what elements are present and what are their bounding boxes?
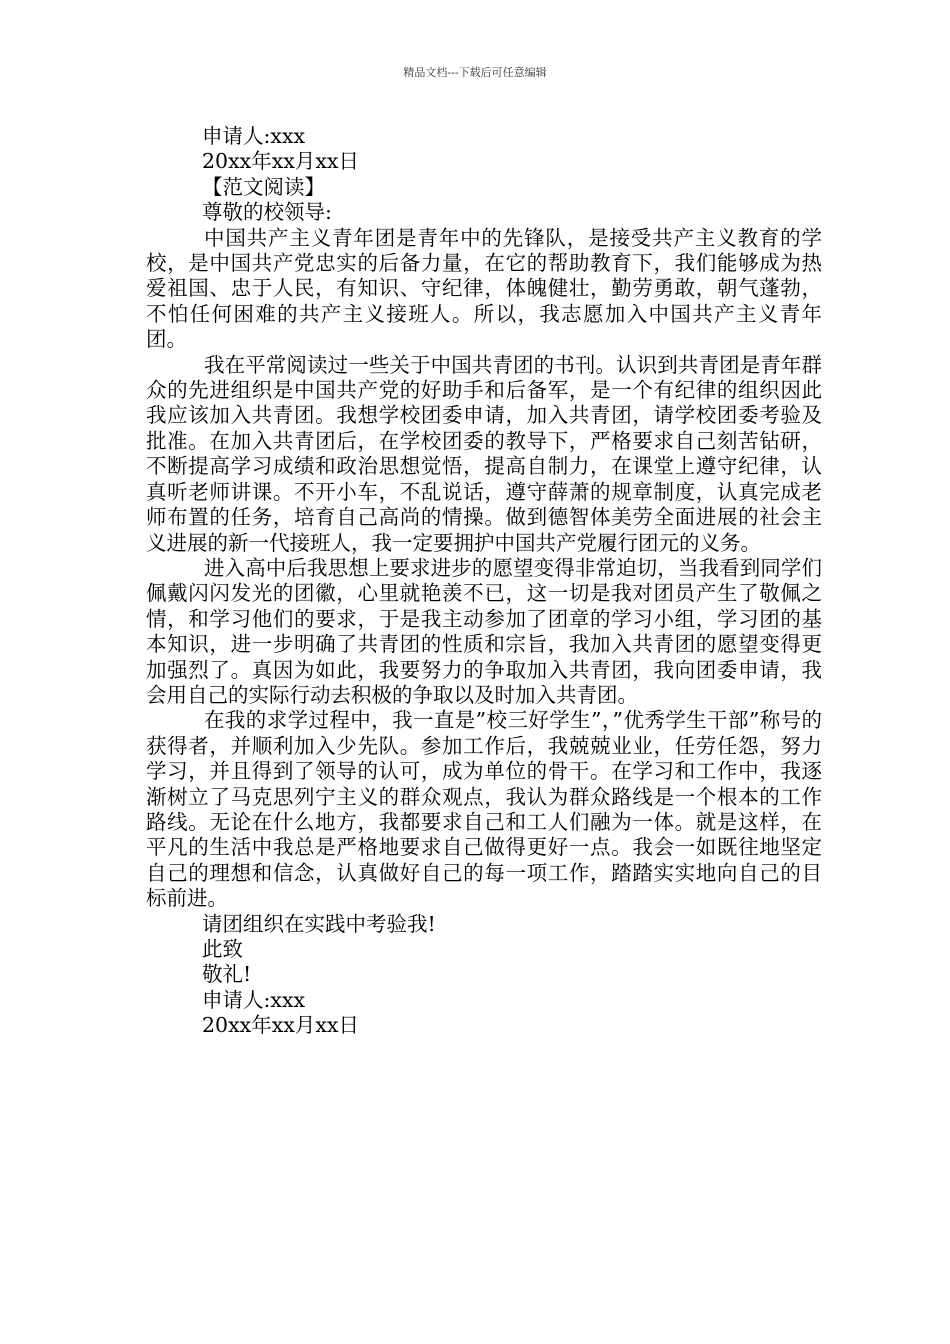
top-date-line: 20xx年xx月xx日	[202, 149, 359, 174]
paragraph-2: 我在平常阅读过一些关于中国共青团的书刊。认识到共青团是青年群众的先进组织是中国共产党的好助手和后备军，是一个有纪律的组织因此我应该加入共青团。我想学校团委申请，加入共青团，请学校团委考验及批准。在加入共青团后，在学校团委的教导下，严格要求自己刻苦钻研，不断提高学习成绩和政治思想觉悟，提高自制力，在课堂上遵守纪律，认真听老师讲课。不开小车，不乱说话，遵守薛萧的规章制度，认真完成老师布置的任务，培育自己高尚的情操。做到德智体美劳全面进展的社会主义进展的新一代接班人，我一定要拥护中国共产党履行团元的义务。	[146, 352, 822, 555]
salutation: 尊敬的校领导:	[202, 200, 332, 225]
paragraph-1: 中国共产主义青年团是青年中的先锋队，是接受共产主义教育的学校，是中国共产党忠实的后备力量，在它的帮助教育下，我们能够成为热爱祖国、忠于人民，有知识、守纪律，体魄健壮，勤劳勇敢，朝气蓬勃，不怕任何困难的共产主义接班人。所以，我志愿加入中国共产主义青年团。	[146, 225, 822, 352]
closing-line-1: 此致	[202, 937, 243, 961]
document-body	[146, 124, 822, 1039]
paragraph-3: 进入高中后我思想上要求进步的愿望变得非常迫切，当我看到同学们佩戴闪闪发光的团徽，心里就艳羡不已，这一切是我对团员产生了敬佩之情，和学习他们的要求，于是我主动参加了团章的学习小组，学习团的基本知识，进一步明确了共青团的性质和宗旨，我加入共青团的愿望变得更加强烈了。真因为如此，我要努力的争取加入共青团，我向团委申请，我会用自己的实际行动去积极的争取以及时加入共青团。	[146, 555, 822, 707]
closing-line-2: 敬礼!	[202, 962, 252, 987]
letter-body	[146, 226, 822, 912]
sample-heading: 【范文阅读】	[202, 174, 325, 199]
request-line: 请团组织在实践中考验我!	[202, 911, 436, 936]
bottom-applicant-line: 申请人:xxx	[202, 987, 306, 1012]
page-header-caption: 精品文档---下载后可任意编辑	[403, 66, 547, 79]
paragraph-4: 在我的求学过程中，我一直是”校三好学生”，”优秀学生干部”称号的获得者，并顺利加入少先队。参加工作后，我兢兢业业，任劳任怨，努力学习，并且得到了领导的认可，成为单位的骨干。在学习和工作中，我逐渐树立了马克思列宁主义的群众观点，我认为群众路线是一个根本的工作路线。无论在什么地方，我都要求自己和工人们融为一体。就是这样，在平凡的生活中我总是严格地要求自己做得更好一点。我会一如既往地坚定自己的理想和信念，认真做好自己的每一项工作，踏踏实实地向自己的目标前进。	[146, 708, 822, 911]
top-applicant-line: 申请人:xxx	[202, 124, 306, 148]
bottom-date-line: 20xx年xx月xx日	[202, 1013, 359, 1038]
